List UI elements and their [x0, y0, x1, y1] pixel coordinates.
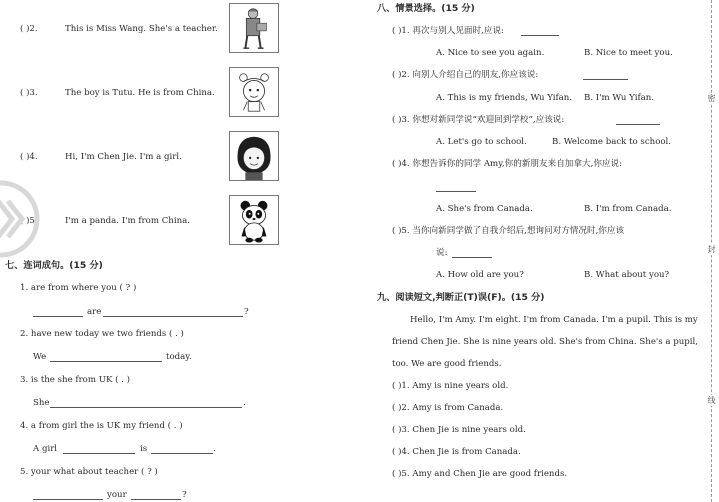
section9-item-3: ( )3. Chen Jie is nine years old.	[392, 425, 526, 435]
section7-item-5-mark: ?	[182, 490, 187, 500]
section7-item-4-end: .	[213, 444, 216, 454]
listen-item-4-text: Hi, I'm Chen Jie. I'm a girl.	[65, 152, 182, 162]
passage-line-1: Hello, I'm Amy. I'm eight. I'm from Canada. I'm a pupil. This is my	[410, 315, 698, 325]
section8-q4-option-a: A. She's from Canada.	[436, 204, 533, 214]
section7-item-2-words: 2. have new today we two friends ( . )	[20, 329, 184, 339]
section7-item-2-end: today.	[166, 352, 192, 362]
answer-blank[interactable]	[33, 316, 83, 317]
passage-line-3: too. We are good friends.	[392, 359, 502, 369]
section7-item-4-mid: is	[140, 444, 148, 454]
watermark-arrow-icon	[0, 178, 42, 260]
section8-q5-option-b: B. What about you?	[584, 270, 670, 280]
section8-q3-option-a: A. Let's go to school.	[436, 137, 527, 147]
binding-mark-xian: 线	[705, 395, 718, 406]
section7-heading: 七、连词成句。(15 分)	[5, 260, 103, 271]
answer-blank[interactable]	[50, 361, 162, 362]
passage-line-2: friend Chen Jie. She is nine years old. She's from China. She's a pupil,	[392, 337, 699, 347]
listen-item-5-text: I'm a panda. I'm from China.	[65, 216, 190, 226]
answer-blank[interactable]	[452, 257, 492, 258]
section9-item-5: ( )5. Amy and Chen Jie are good friends.	[392, 469, 568, 479]
section8-q5: ( )5. 当你向新同学做了自我介绍后,想询问对方情况时,你应该	[392, 226, 625, 236]
teacher-picture	[229, 3, 279, 53]
listen-item-2-text: This is Miss Wang. She's a teacher.	[65, 24, 218, 34]
answer-blank[interactable]	[103, 316, 243, 317]
section8-q5-option-a: A. How old are you?	[436, 270, 524, 280]
section8-q2-option-a: A. This is my friends, Wu Yifan.	[436, 93, 573, 103]
section9-item-2: ( )2. Amy is from Canada.	[392, 403, 504, 413]
listen-item-5-number: ( )5.	[20, 216, 38, 226]
section8-q2-option-b: B. I'm Wu Yifan.	[584, 93, 655, 103]
section7-item-1-words: 1. are from where you ( ? )	[20, 283, 137, 293]
listen-item-3-text: The boy is Tutu. He is from China.	[65, 88, 215, 98]
section7-item-4-start: A girl	[33, 444, 58, 454]
section7-item-1-word: are	[87, 307, 102, 317]
panda-picture	[229, 195, 279, 245]
answer-blank[interactable]	[131, 499, 181, 500]
section7-item-3-words: 3. is the she from UK ( . )	[20, 375, 131, 385]
section7-item-1-mark: ?	[244, 307, 249, 317]
listen-item-3-number: ( )3.	[20, 88, 38, 98]
section7-item-2-start: We	[33, 352, 47, 362]
section7-item-5-words: 5. your what about teacher ( ? )	[20, 467, 158, 477]
section8-q2: ( )2. 向别人介绍自己的朋友,你应该说:	[392, 70, 539, 80]
section8-q1-option-a: A. Nice to see you again.	[436, 48, 545, 58]
section8-q3: ( )3. 你想对新同学说“欢迎回到学校”,应该说:	[392, 115, 565, 125]
answer-blank[interactable]	[521, 35, 559, 36]
binding-mark-mi: 密	[705, 93, 718, 104]
section8-q5-line2: 说:	[436, 248, 448, 258]
binding-mark-feng: 封	[705, 244, 718, 255]
answer-blank[interactable]	[436, 191, 476, 192]
section9-item-1: ( )1. Amy is nine years old.	[392, 381, 509, 391]
section7-item-4-words: 4. a from girl the is UK my friend ( . )	[20, 421, 183, 431]
section8-q1: ( )1. 再次与别人见面时,应说:	[392, 26, 504, 36]
section9-item-4: ( )4. Chen Jie is from Canada.	[392, 447, 521, 457]
section8-q4: ( )4. 你想告诉你的同学 Amy,你的新朋友来自加拿大,你应说:	[392, 159, 622, 169]
answer-blank[interactable]	[33, 499, 103, 500]
answer-blank[interactable]	[50, 407, 242, 408]
section8-heading: 八、情景选择。(15 分)	[377, 3, 475, 14]
girl-picture	[229, 131, 279, 181]
boy-picture	[229, 67, 279, 117]
answer-blank[interactable]	[63, 453, 135, 454]
answer-blank[interactable]	[583, 79, 628, 80]
section8-q3-option-b: B. Welcome back to school.	[552, 137, 672, 147]
section7-item-3-start: She	[33, 398, 50, 408]
binding-strip	[704, 0, 719, 502]
answer-blank[interactable]	[151, 453, 213, 454]
listen-item-2-number: ( )2.	[20, 24, 38, 34]
answer-blank[interactable]	[616, 124, 660, 125]
section7-item-3-end: .	[243, 398, 246, 408]
section8-q4-option-b: B. I'm from Canada.	[584, 204, 672, 214]
section8-q1-option-b: B. Nice to meet you.	[584, 48, 673, 58]
section9-heading: 九、阅读短文,判断正(T)误(F)。(15 分)	[377, 292, 545, 303]
listen-item-4-number: ( )4.	[20, 152, 38, 162]
section7-item-5-word: your	[107, 490, 127, 500]
